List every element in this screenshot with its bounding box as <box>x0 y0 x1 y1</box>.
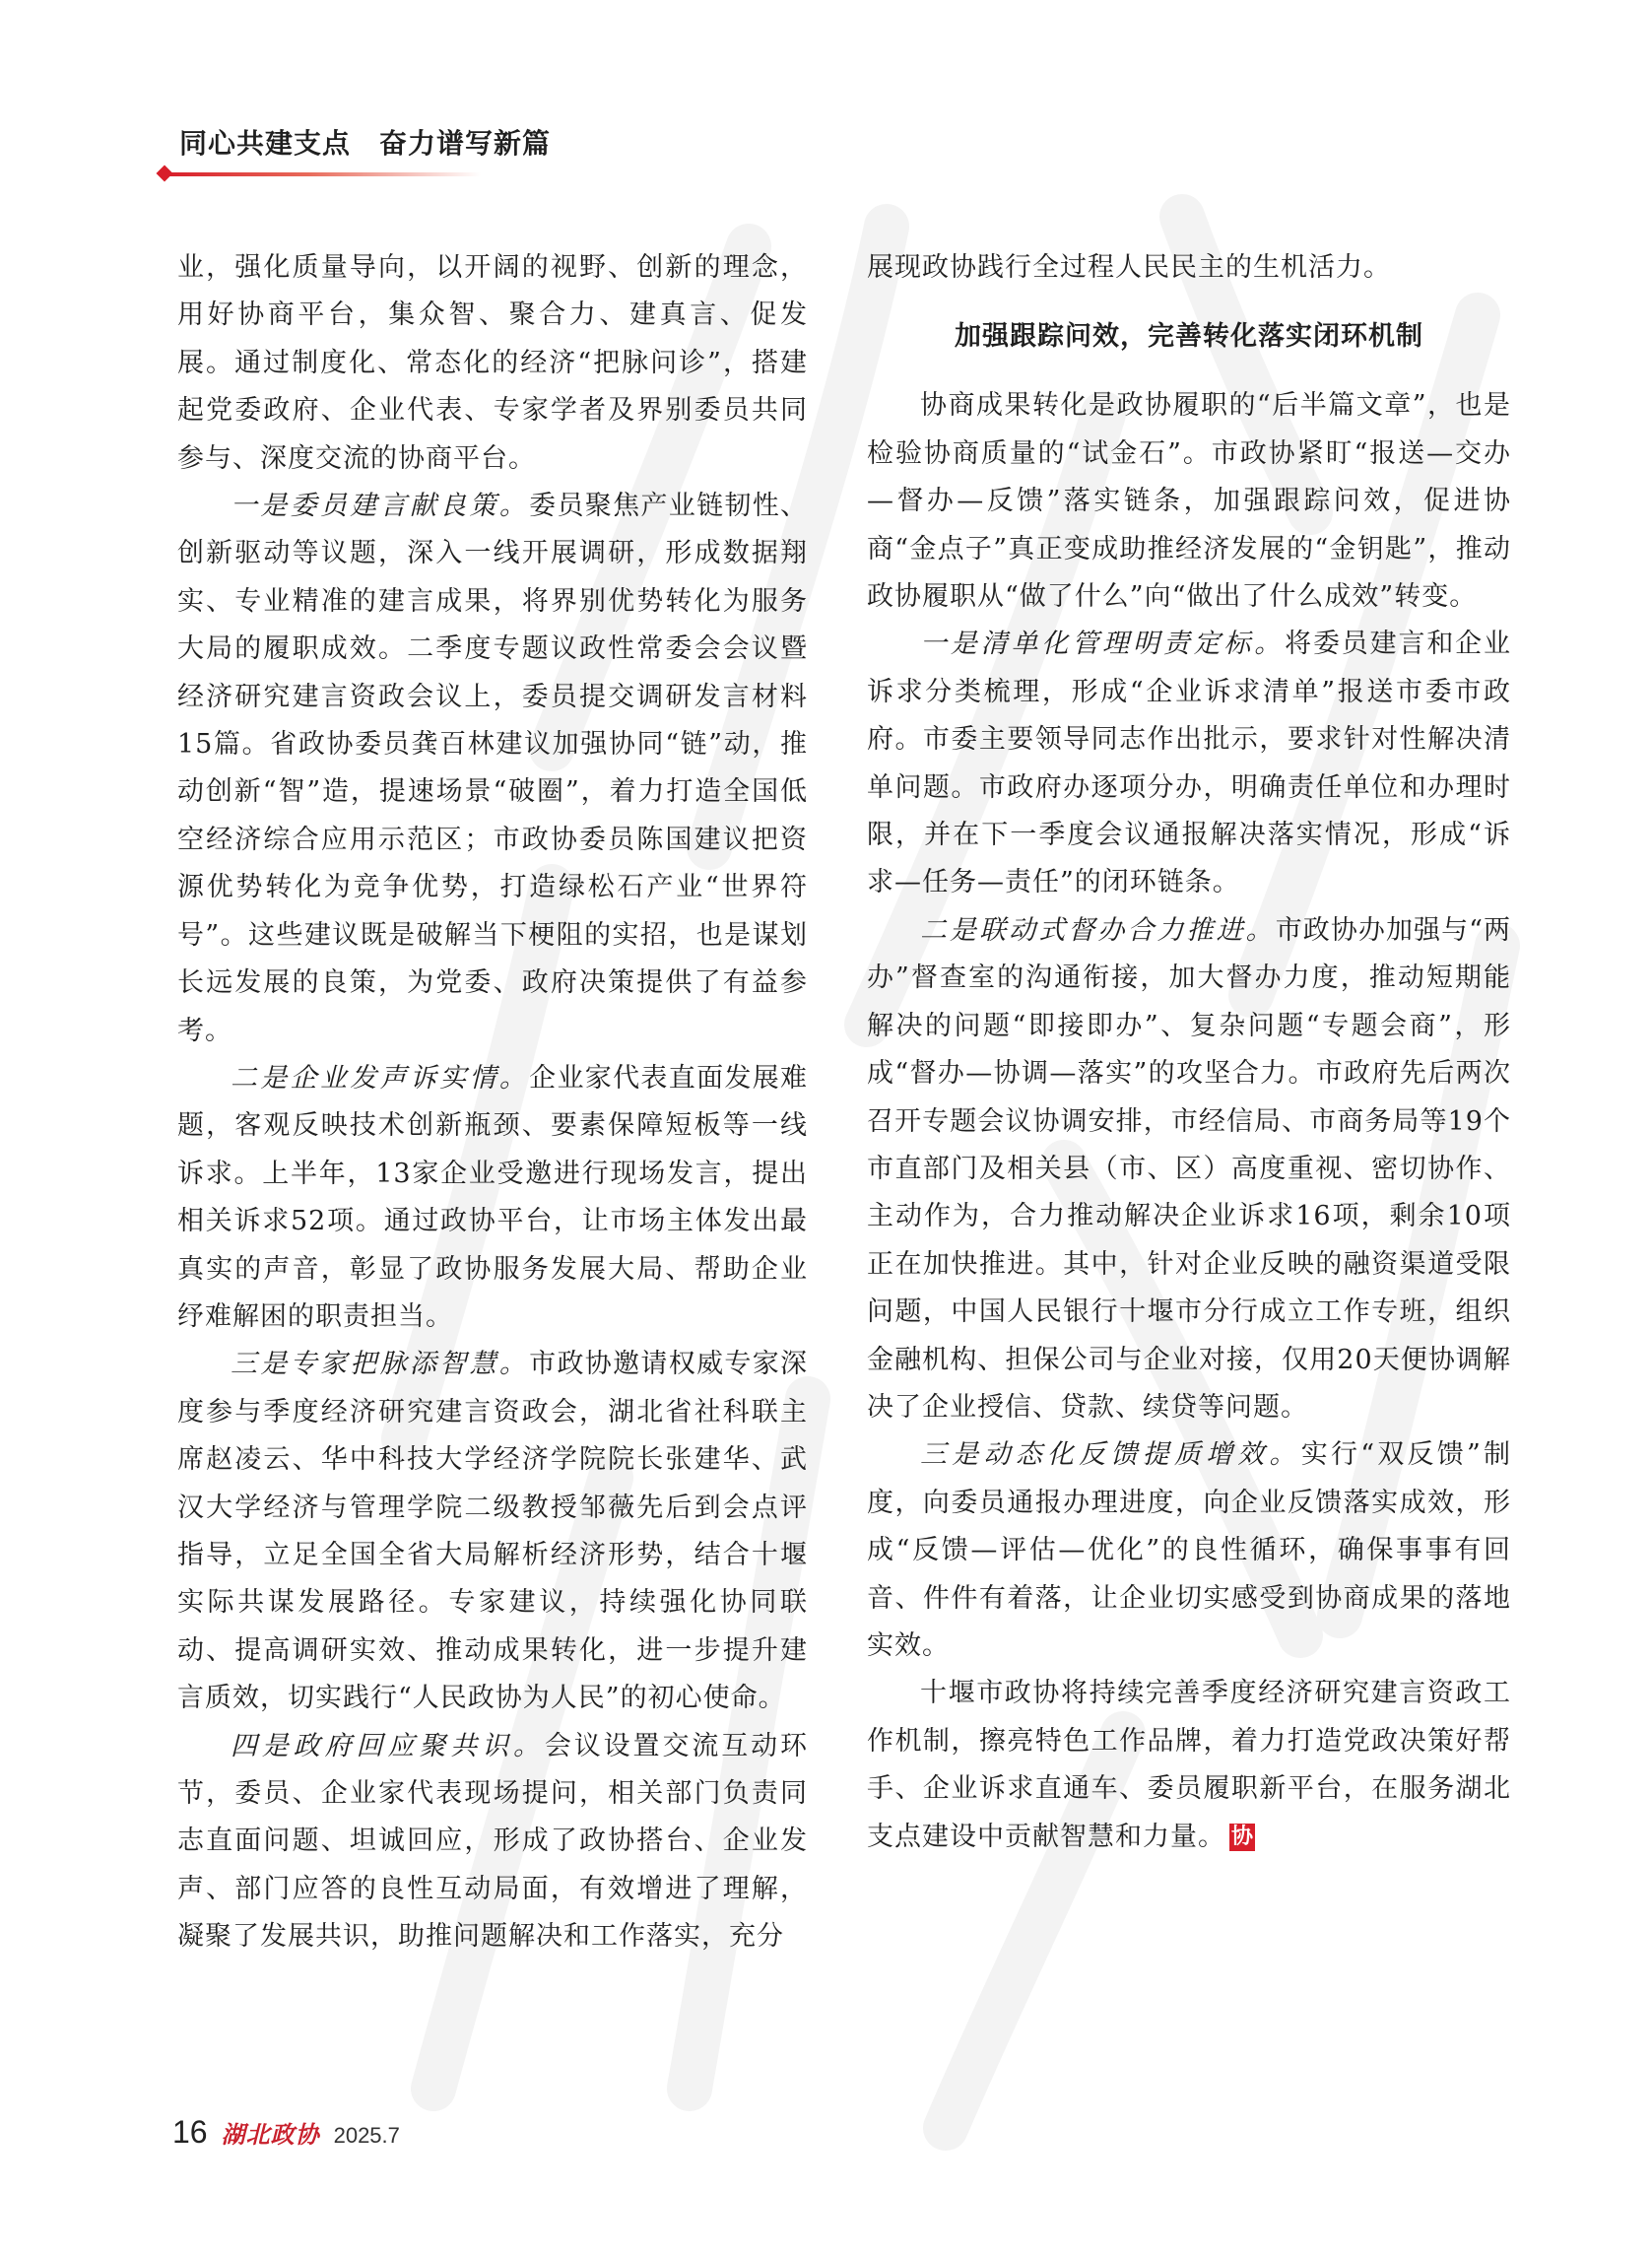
paragraph <box>177 1341 808 1722</box>
paragraph <box>867 621 1511 906</box>
paragraph: 展现政协践行全过程人民民主的生机活力。 <box>867 252 1391 283</box>
magazine-logo: 湖北政协 <box>221 2120 320 2149</box>
page-footer <box>172 2114 400 2151</box>
paragraph <box>867 907 1511 1431</box>
paragraph-body: 十堰市政协将持续完善季度经济研究建言资政工作机制，擦亮特色工作品牌，着力打造党政决策好帮手、企业诉求直通车、委员履职新平台，在服务湖北支点建设中贡献智慧和力量。 <box>867 1678 1511 1852</box>
paragraph <box>867 1431 1511 1670</box>
paragraph-lead: 三是专家把脉添智慧。 <box>231 1349 530 1380</box>
paragraph-body: 将委员建言和企业诉求分类梳理，形成“企业诉求清单”报送市委市政府。市委主要领导同志作出批示，要求针对性解决清单问题。市政府办逐项分办，明确责任单位和办理时限，并在下一季度会议通报解决落实情况，形成“诉求—任务—责任”的闭环链条。 <box>867 629 1512 898</box>
paragraph-body: 会议设置交流互动环节，委员、企业家代表现场提问，相关部门负责同志直面问题、坦诚回应，形成了政协搭台、企业发声、部门应答的良性互动局面，有效增进了理解，凝聚了发展共识，助推问题解决和工作落实，充分 <box>177 1730 809 1953</box>
paragraph-body: 企业家代表直面发展难题，客观反映技术创新瓶颈、要素保障短板等一线诉求。上半年，13家企业受邀进行现场发言，提出相关诉求52项。通过政协平台，让市场主体发出最真实的声音，彰显了政协服务发展大局、帮助企业纾难解困的职责担当。 <box>177 1062 809 1332</box>
right-column <box>867 244 1511 1861</box>
section-heading: 加强跟踪问效，完善转化落实闭环机制 <box>955 321 1423 353</box>
diamond-icon <box>157 166 173 182</box>
paragraph-lead: 二是企业发声诉实情。 <box>231 1062 530 1094</box>
paragraph <box>867 1670 1511 1861</box>
header-underline <box>165 172 481 176</box>
paragraph-lead: 二是联动式督办合力推进。 <box>920 914 1276 946</box>
paragraph-body: 委员聚焦产业链韧性、创新驱动等议题，深入一线开展调研，形成数据翔实、专业精准的建言成果，将界别优势转化为服务大局的履职成效。二季度专题议政性常委会会议暨经济研究建言资政会议上，委员提交调研发言材料15篇。省政协委员龚百林建议加强协同“链”动，推动创新“智”造，提速场景“破圈”，着力打造全国低空经济综合应用示范区；市政协委员陈国建议把资源优势转化为竞争优势，打造绿松石产业“世界符号”。这些建议既是破解当下梗阻的实招，也是谋划长远发展的良策，为党委、政府决策提供了有益参考。 <box>177 491 809 1046</box>
paragraph-body: 市政协办加强与“两办”督查室的沟通衔接，加大督办力度，推动短期能解决的问题“即接即办”、复杂问题“专题会商”，形成“督办—协调—落实”的攻坚合力。市政府先后两次召开专题会议协调安排，市经信局、市商务局等19个市直部门及相关县（市、区）高度重视、密切协作、主动作为，合力推动解决企业诉求16项，剩余10项正在加快推进。其中，针对企业反映的融资渠道受限问题，中国人民银行十堰市分行成立工作专班，组织金融机构、担保公司与企业对接，仅用20天便协调解决了企业授信、贷款、续贷等问题。 <box>867 914 1511 1423</box>
issue-date: 2025.7 <box>333 2123 400 2148</box>
page-number: 16 <box>172 2114 208 2150</box>
paragraph: 业，强化质量导向，以开阔的视野、创新的理念，用好协商平台，集众智、聚合力、建真言、促发展。通过制度化、常态化的经济“把脉问诊”，搭建起党委政府、企业代表、专家学者及界别委员共同参与、深度交流的协商平台。 <box>177 252 808 474</box>
paragraph-body: 实行“双反馈”制度，向委员通报办理进度，向企业反馈落实成效，形成“反馈—评估—优化”的良性循环，确保事事有回音、件件有着落，让企业切实感受到协商成果的落地实效。 <box>867 1439 1512 1661</box>
paragraph <box>177 1055 808 1341</box>
paragraph <box>177 483 808 1055</box>
paragraph <box>177 1723 808 1961</box>
end-mark-icon: 协 <box>1231 1824 1254 1849</box>
paragraph-lead: 一是委员建言献良策。 <box>231 491 530 522</box>
paragraph-lead: 三是动态化反馈提质增效。 <box>920 1439 1301 1471</box>
paragraph: 协商成果转化是政协履职的“后半篇文章”，也是检验协商质量的“试金石”。市政协紧盯“报送—交办—督办—反馈”落实链条，加强跟踪问效，促进协商“金点子”真正变成助推经济发展的“金钥匙”，推动政协履职从“做了什么”向“做出了什么成效”转变。 <box>867 390 1511 613</box>
left-column <box>177 244 808 1961</box>
running-header <box>158 126 571 185</box>
paragraph-lead: 四是政府回应聚共识。 <box>231 1730 545 1761</box>
paragraph-lead: 一是清单化管理明责定标。 <box>920 629 1286 660</box>
paragraph-body: 市政协邀请权威专家深度参与季度经济研究建言资政会，湖北省社科联主席赵凌云、华中科技大学经济学院院长张建华、武汉大学经济与管理学院二级教授邹薇先后到会点评指导，立足全国全省大局解析经济形势，结合十堰实际共谋发展路径。专家建议，持续强化协同联动、提高调研实效、推动成果转化，进一步提升建言质效，切实践行“人民政协为人民”的初心使命。 <box>177 1349 809 1714</box>
header-title: 同心共建支点 奋力谱写新篇 <box>179 127 552 160</box>
